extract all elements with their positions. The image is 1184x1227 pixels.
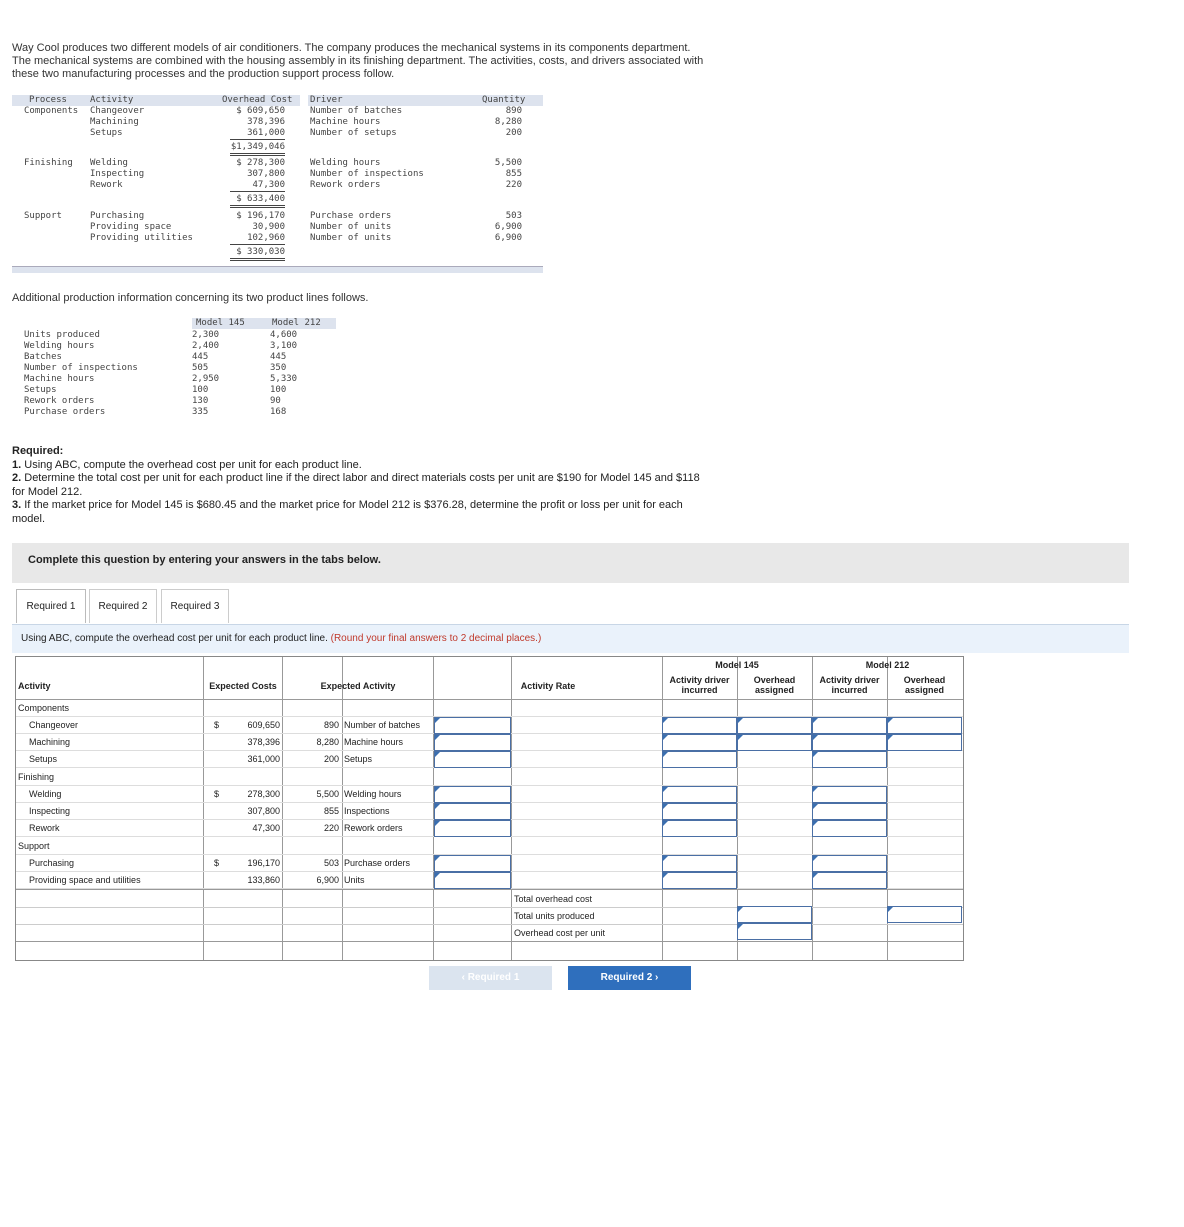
group-label: Support — [18, 841, 50, 851]
m145-total-input[interactable] — [737, 906, 812, 923]
activity-label: Machining — [90, 117, 139, 127]
group-label: Finishing — [18, 772, 55, 782]
group-total: $ 633,400 — [230, 194, 285, 208]
model-212-value: 168 — [270, 407, 287, 417]
expected-cost-value: 609,650 — [247, 720, 280, 730]
col-overhead-cost: Overhead Cost — [222, 95, 293, 105]
driver-label: Number of batches — [310, 106, 403, 116]
activity-label: Welding — [90, 158, 128, 168]
cost-value: 47,300 — [230, 180, 285, 192]
intro-text: Way Cool produces two different models of air conditioners. The company produces the mechanical systems in its components department. The mechanical systems are combined with the housing assembly in its finishing department. The activities, costs, and drivers associated with these two manufacturing processes and the production support process follow. — [12, 42, 704, 80]
activity-label: Providing space and utilities — [29, 875, 141, 885]
expected-activity-driver: Welding hours — [344, 789, 402, 799]
m212-driver-input[interactable] — [812, 734, 887, 751]
expected-activity-qty: 220 — [323, 823, 339, 833]
activity-rate-input[interactable] — [434, 734, 511, 751]
product-row-label: Purchase orders — [24, 407, 106, 417]
qty-value: 8,280 — [494, 117, 522, 127]
m145-driver-input[interactable] — [662, 751, 737, 768]
activity-label: Changeover — [90, 106, 145, 116]
activity-label: Inspecting — [29, 806, 71, 816]
activity-label: Setups — [90, 128, 123, 138]
product-row-label: Machine hours — [24, 374, 95, 384]
activity-rate-input[interactable] — [434, 751, 511, 768]
model-212-value: 4,600 — [270, 330, 298, 340]
expected-activity-qty: 6,900 — [316, 875, 339, 885]
expected-cost-value: 133,860 — [247, 875, 280, 885]
required-item-1: 1. Using ABC, compute the overhead cost per unit for each product line. — [12, 458, 362, 471]
cost-value: 361,000 — [230, 128, 285, 140]
m212-overhead-input[interactable] — [887, 717, 962, 734]
col-m212-driver: Activity driver incurred — [819, 675, 880, 695]
instructions-banner — [12, 543, 1129, 583]
expected-activity-driver: Units — [344, 875, 365, 885]
activity-rate-input[interactable] — [434, 803, 511, 820]
qty-value: 200 — [505, 128, 522, 138]
m145-driver-input[interactable] — [662, 820, 737, 837]
col-m145-driver: Activity driver incurred — [669, 675, 730, 695]
m145-total-input[interactable] — [737, 923, 812, 940]
expected-activity-driver: Inspections — [344, 806, 390, 816]
overhead-table — [12, 94, 543, 274]
qty-value: 220 — [505, 180, 522, 190]
m145-driver-input[interactable] — [662, 803, 737, 820]
product-row-label: Setups — [24, 385, 57, 395]
model-145-value: 100 — [192, 385, 209, 395]
m212-driver-input[interactable] — [812, 872, 887, 889]
model-145-value: 445 — [192, 352, 209, 362]
activity-label: Providing utilities — [90, 233, 193, 243]
qty-value: 890 — [505, 106, 522, 116]
activity-label: Providing space — [90, 222, 172, 232]
expected-activity-qty: 5,500 — [316, 789, 339, 799]
required-heading: Required: — [12, 445, 64, 457]
col-quantity: Quantity — [482, 95, 526, 105]
activity-label: Setups — [29, 754, 58, 764]
activity-rate-input[interactable] — [434, 820, 511, 837]
cost-value: 378,396 — [247, 117, 285, 127]
prev-required-button[interactable]: ‹ Required 1 — [429, 966, 552, 990]
total-label: Total overhead cost — [514, 894, 593, 904]
activity-rate-input[interactable] — [434, 717, 511, 734]
expected-activity-qty: 8,280 — [316, 737, 339, 747]
qty-value: 6,900 — [494, 222, 522, 232]
activity-label: Machining — [29, 737, 71, 747]
activity-label: Changeover — [29, 720, 79, 730]
m212-driver-input[interactable] — [812, 803, 887, 820]
additional-info-text: Additional production information concerning its two product lines follows. — [12, 292, 369, 304]
model-145-value: 2,400 — [192, 341, 220, 351]
expected-activity-qty: 503 — [323, 858, 339, 868]
table-footer-bar — [12, 266, 543, 273]
model-212-value: 3,100 — [270, 341, 298, 351]
model-212-value: 445 — [270, 352, 287, 362]
model-212-value: 5,330 — [270, 374, 298, 384]
tab-required-2[interactable]: Required 2 — [89, 589, 157, 623]
driver-label: Number of units — [310, 222, 392, 232]
expected-activity-driver: Rework orders — [344, 823, 403, 833]
col-activity-rate: Activity Rate — [520, 681, 576, 691]
col-driver: Driver — [310, 95, 343, 105]
m145-driver-input[interactable] — [662, 786, 737, 803]
product-table — [12, 318, 336, 418]
activity-label: Purchasing — [29, 858, 75, 868]
activity-rate-input[interactable] — [434, 786, 511, 803]
required-section — [12, 445, 712, 526]
activity-rate-input[interactable] — [434, 872, 511, 889]
expected-activity-driver: Purchase orders — [344, 858, 411, 868]
tab-required-1[interactable]: Required 1 — [16, 589, 86, 623]
driver-label: Machine hours — [310, 117, 381, 127]
m212-driver-input[interactable] — [812, 855, 887, 872]
col-process: Process — [29, 95, 67, 105]
cost-value: $ 609,650 — [236, 106, 285, 116]
model-212-value: 350 — [270, 363, 287, 373]
rounding-note: (Round your final answers to 2 decimal places.) — [330, 633, 542, 644]
driver-label: Rework orders — [310, 180, 381, 190]
cost-value: $ 196,170 — [236, 211, 285, 221]
expected-cost-value: 361,000 — [247, 754, 280, 764]
next-required-button[interactable]: Required 2 › — [568, 966, 691, 990]
expected-cost-value: 307,800 — [247, 806, 280, 816]
qty-value: 5,500 — [494, 158, 522, 168]
activity-rate-input[interactable] — [434, 855, 511, 872]
model-145-value: 130 — [192, 396, 209, 406]
expected-activity-qty: 855 — [323, 806, 339, 816]
group-label: Components — [18, 703, 70, 713]
product-row-label: Batches — [24, 352, 62, 362]
model-145-value: 2,300 — [192, 330, 220, 340]
dollar-sign: $ — [214, 720, 220, 730]
driver-label: Number of setups — [310, 128, 397, 138]
m145-driver-input[interactable] — [662, 734, 737, 751]
col-model-212: Model 212 — [865, 660, 910, 670]
instruction-text: Using ABC, compute the overhead cost per unit for each product line. — [21, 633, 328, 644]
group-total: $ 330,030 — [230, 247, 285, 261]
col-m212-overhead: Overhead assigned — [903, 675, 946, 695]
cost-value: 30,900 — [252, 222, 285, 232]
required-item-2: 2. Determine the total cost per unit for each product line if the direct labor and direct materials costs per unit are $190 for Model 145 and $118 for Model 212. — [12, 472, 700, 498]
col-model-145: Model 145 — [715, 660, 759, 670]
driver-label: Number of units — [310, 233, 392, 243]
activity-label: Rework — [90, 180, 123, 190]
expected-activity-driver: Setups — [344, 754, 373, 764]
qty-value: 6,900 — [494, 233, 522, 243]
expected-cost-value: 378,396 — [247, 737, 280, 747]
driver-label: Number of inspections — [310, 169, 424, 179]
question-instruction — [12, 624, 1129, 653]
abc-table — [15, 656, 964, 961]
expected-activity-qty: 200 — [323, 754, 339, 764]
m212-overhead-input[interactable] — [887, 734, 962, 751]
cost-value: $ 278,300 — [236, 158, 285, 168]
driver-label: Welding hours — [310, 158, 381, 168]
dollar-sign: $ — [214, 789, 220, 799]
activity-label: Inspecting — [90, 169, 145, 179]
model-212-value: 100 — [270, 385, 287, 395]
required-item-3: 3. If the market price for Model 145 is $680.45 and the market price for Model 212 is $376.28, determine the profit or loss per unit for each model. — [12, 499, 683, 525]
col-expected-activity: Expected Activity — [320, 681, 396, 691]
expected-activity-qty: 890 — [323, 720, 339, 730]
activity-label: Welding — [29, 789, 62, 799]
m145-driver-input[interactable] — [662, 717, 737, 734]
m212-driver-input[interactable] — [812, 751, 887, 768]
qty-value: 855 — [505, 169, 522, 179]
total-label: Overhead cost per unit — [514, 928, 606, 938]
expected-cost-value: 278,300 — [247, 789, 280, 799]
m145-overhead-input[interactable] — [737, 717, 812, 734]
col-expected-costs: Expected Costs — [209, 681, 277, 691]
m212-driver-input[interactable] — [812, 717, 887, 734]
banner-text: Complete this question by entering your answers in the tabs below. — [28, 554, 381, 566]
activity-label: Purchasing — [90, 211, 145, 221]
expected-cost-value: 196,170 — [247, 858, 280, 868]
tab-required-3[interactable]: Required 3 — [161, 589, 229, 623]
col-model-145: Model 145 — [196, 318, 245, 328]
col-activity: Activity — [90, 95, 134, 105]
m212-driver-input[interactable] — [812, 786, 887, 803]
process-label: Finishing — [24, 158, 73, 168]
m145-driver-input[interactable] — [662, 872, 737, 889]
m145-driver-input[interactable] — [662, 855, 737, 872]
col-m145-overhead: Overhead assigned — [753, 675, 796, 695]
m212-driver-input[interactable] — [812, 820, 887, 837]
product-row-label: Welding hours — [24, 341, 95, 351]
group-total: $1,349,046 — [230, 142, 285, 156]
process-label: Support — [24, 211, 62, 221]
activity-label: Rework — [29, 823, 60, 833]
model-212-value: 90 — [270, 396, 281, 406]
expected-activity-driver: Machine hours — [344, 737, 404, 747]
expected-cost-value: 47,300 — [252, 823, 280, 833]
model-145-value: 2,950 — [192, 374, 220, 384]
m212-total-input[interactable] — [887, 906, 962, 923]
total-label: Total units produced — [514, 911, 595, 921]
col-activity: Activity — [18, 681, 51, 691]
cost-value: 102,960 — [230, 233, 285, 245]
dollar-sign: $ — [214, 858, 220, 868]
col-model-212: Model 212 — [272, 318, 321, 328]
model-145-value: 335 — [192, 407, 209, 417]
process-label: Components — [24, 106, 79, 116]
qty-value: 503 — [505, 211, 522, 221]
driver-label: Purchase orders — [310, 211, 392, 221]
product-row-label: Rework orders — [24, 396, 95, 406]
m145-overhead-input[interactable] — [737, 734, 812, 751]
product-row-label: Number of inspections — [24, 363, 138, 373]
cost-value: 307,800 — [247, 169, 285, 179]
product-row-label: Units produced — [24, 330, 100, 340]
expected-activity-driver: Number of batches — [344, 720, 421, 730]
model-145-value: 505 — [192, 363, 209, 373]
